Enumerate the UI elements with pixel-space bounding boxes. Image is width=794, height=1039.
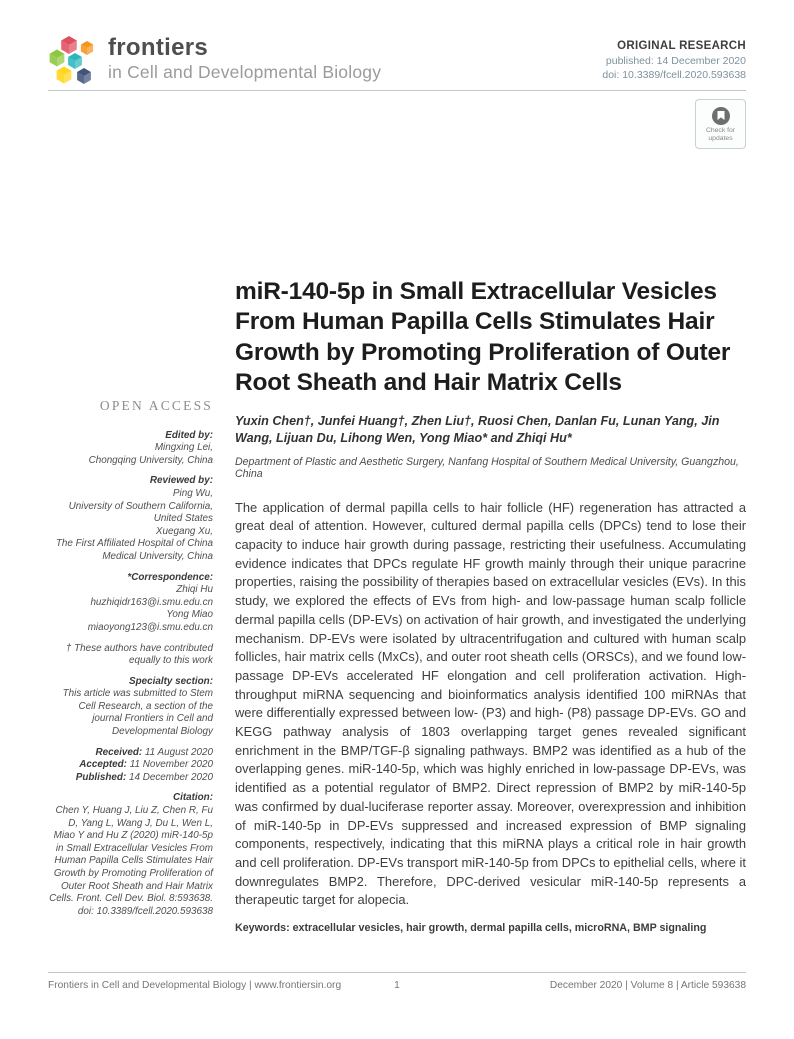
check-updates-badge[interactable] — [695, 99, 746, 149]
published-label: Published: — [75, 771, 127, 783]
correspondence-lines — [48, 584, 213, 634]
citation-label: Citation: — [172, 792, 213, 804]
list-line: The First Affiliated Hospital of China — [55, 538, 213, 550]
specialty-section — [48, 676, 213, 739]
accepted-row — [48, 759, 213, 772]
footer-divider — [48, 972, 746, 973]
list-line: Chongqing University, China — [88, 454, 213, 466]
received-row — [48, 747, 213, 760]
accepted-label: Accepted: — [79, 759, 127, 771]
reviewed-by-lines — [48, 488, 213, 564]
specialty-label: Specialty section: — [129, 675, 213, 687]
citation-section — [48, 792, 213, 918]
list-line: Mingxing Lei, — [154, 442, 213, 454]
abstract-text: The application of dermal papilla cells to hair follicle (HF) regeneration has attracted a great deal of attention. However, cultured dermal papilla cells (DPCs) tend to lose their capacity to induce hair growth during passage, restricting their usefulness. Accumulating evidence indicates that DPCs regulate HF growth mainly through their unique paracrine properties, raising the possibility of therapies based on extracellular vesicles (EVs). In this study, we explored the effects of EVs from high- and low-passage human scalp follicle dermal papilla cells (DP-EVs) on activation of hair growth, and investigated the underlying mechanism. DP-EVs were isolated by ultracentrifugation and cultured with human scalp follicles, hair matrix cells (MxCs), and outer root sheath cells (ORSCs), and we found low-passage DP-EVs accelerated HF elongation and cell proliferation activation. High-throughput miRNA sequencing and bioinformatics analysis identified 100 miRNAs that were differentially expressed between low- (P3) and high- (P8) passage DP-EVs. GO and KEGG pathway analysis of 1803 overlapping target genes revealed significant enrichment in the BMP/TGF-β signaling pathways. BMP2 was identified as a hub of the overlapping genes. miR-140-5p, which was highly enriched in low-passage DP-EVs, was identified as a potential regulator of BMP2. Direct repression of BMP2 by miR-140-5p was confirmed by dual-luciferase reporter assay. Moreover, overexpression and inhibition of miR-140-5p in DP-EVs suppressed and increased expression of BMP signaling components, respectively, indicating that this miRNA plays a critical role in hair growth and cell proliferation. DP-EVs transport miR-140-5p from DPCs to epithelial cells, where it downregulates BMP2. Therefore, DPC-derived vesicular miR-140-5p represents a therapeutic target for alopecia. — [235, 499, 746, 908]
doi-link[interactable]: doi: 10.3389/fcell.2020.593638 — [602, 69, 746, 81]
citation-text: Chen Y, Huang J, Liu Z, Chen R, Fu D, Yang L, Wang J, Du L, Wen L, Miao Y and Hu Z (2020) miR-140-5p in Small Extracellular Vesicles From Human Papilla Cells Stimulates Hair Growth by Promoting Proliferation of Outer Root Sheath and Hair Matrix Cells. Front. Cell Dev. Biol. 8:593638. doi: 10.3389/fcell.2020.593638 — [49, 805, 213, 917]
footer — [48, 980, 746, 994]
list-line: United States — [153, 513, 213, 525]
specialty-text: This article was submitted to Stem Cell Research, a section of the journal Frontiers in Cell and Developmental Biology — [62, 688, 213, 738]
reviewed-by-label: Reviewed by: — [149, 475, 213, 487]
journal-logo — [48, 32, 381, 88]
history-dates — [48, 747, 213, 785]
header-divider — [48, 90, 746, 91]
badge-label-line1: Check for — [705, 126, 736, 134]
journal-subtitle: in Cell and Developmental Biology — [108, 62, 382, 82]
article-body — [235, 277, 746, 934]
footer-journal-link[interactable]: Frontiers in Cell and Developmental Biology | www.frontiersin.org — [48, 980, 342, 991]
list-line: University of Southern California, — [68, 500, 213, 512]
article-title: miR-140-5p in Small Extracellular Vesicles From Human Papilla Cells Stimulates Hair Growth by Promoting Proliferation of Outer Root Sheath and Hair Matrix Cells — [235, 278, 731, 397]
list-line[interactable]: Zhiqi Hu — [176, 584, 213, 596]
received-label: Received: — [95, 746, 143, 758]
equal-contribution-note: † These authors have contributed equally to this work — [65, 642, 213, 667]
published-value: 14 December 2020 — [129, 771, 213, 783]
article-type-label: ORIGINAL RESEARCH — [617, 40, 746, 52]
journal-name: frontiers — [108, 34, 209, 61]
received-value: 11 August 2020 — [144, 746, 213, 758]
sidebar — [48, 400, 213, 926]
correspondence-section — [48, 572, 213, 635]
frontiers-cubes-icon — [48, 32, 100, 88]
accepted-value: 11 November 2020 — [129, 759, 213, 771]
edited-by-lines — [48, 442, 213, 467]
footer-page-number: 1 — [394, 980, 400, 991]
badge-label-line2: updates — [708, 135, 733, 142]
open-access-label: OPEN ACCESS — [99, 398, 213, 413]
list-line[interactable]: huzhiqidr163@i.smu.edu.cn — [90, 596, 213, 608]
list-line[interactable]: miaoyong123@i.smu.edu.cn — [87, 621, 213, 633]
edited-by-section — [48, 430, 213, 468]
published-date: published: 14 December 2020 — [605, 54, 746, 67]
authors-line: Yuxin Chen†, Junfei Huang†, Zhen Liu†, Ruosi Chen, Danlan Fu, Lunan Yang, Jin Wang, Lijuan Du, Lihong Wen, Yong Miao* and Zhiqi Hu* — [235, 413, 720, 445]
correspondence-label: *Correspondence: — [127, 571, 213, 583]
header-meta — [602, 40, 746, 81]
reviewed-by-section — [48, 475, 213, 563]
published-row — [48, 772, 213, 785]
list-line: Xuegang Xu, — [155, 525, 213, 537]
affiliation-line: Department of Plastic and Aesthetic Surgery, Nanfang Hospital of Southern Medical University, Guangzhou, China — [235, 455, 739, 480]
footer-issue-info: December 2020 | Volume 8 | Article 593638 — [549, 980, 746, 991]
list-line[interactable]: Yong Miao — [166, 609, 213, 621]
list-line: Medical University, China — [102, 550, 213, 562]
keywords-line: Keywords: extracellular vesicles, hair growth, dermal papilla cells, microRNA, BMP signaling — [235, 922, 707, 935]
list-line: Ping Wu, — [172, 487, 213, 499]
edited-by-label: Edited by: — [165, 429, 213, 441]
crossmark-icon — [711, 106, 731, 126]
